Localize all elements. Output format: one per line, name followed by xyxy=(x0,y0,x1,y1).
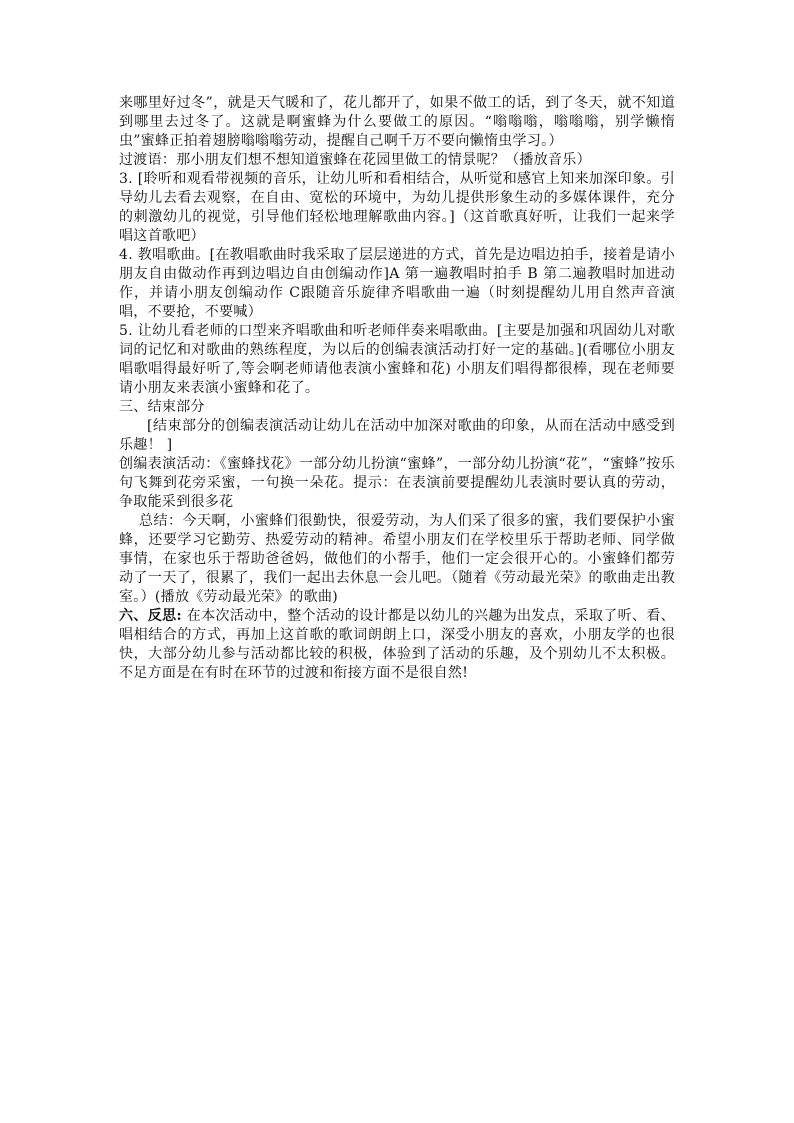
paragraph-step-4: 4. 教唱歌曲。[在教唱歌曲时我采取了层层递进的方式，首先是边唱边拍手，接着是请小朋友自由做动作再到边唱边自由创编动作]A 第一遍教唱时拍手 B 第二遍教唱时加进动作，并请小朋友创编动作 C跟随音乐旋律齐唱歌曲一遍（时刻提醒幼儿用自然声音演唱，不要抢，不要喊） xyxy=(119,247,675,320)
reflection-colon: : xyxy=(176,608,182,624)
paragraph-transition: 过渡语：那小朋友们想不想知道蜜蜂在花园里做工的情景呢？（播放音乐） xyxy=(119,152,591,168)
reflection-heading: 六、反思 xyxy=(119,608,177,624)
paragraph-performance: 创编表演活动：《蜜蜂找花》一部分幼儿扮演“蜜蜂”，一部分幼儿扮演“花”，“蜜蜂”按乐句飞舞到花旁采蜜，一句换一朵花。提示：在表演前要提醒幼儿表演时要认真的劳动，争取能采到很多花 xyxy=(119,456,675,510)
paragraph-reflection xyxy=(119,607,675,683)
paragraph-step-3: 3. [聆听和观看带视频的音乐，让幼儿听和看相结合，从听觉和感官上知来加深印象。引导幼儿去看去观察，在自由、宽松的环境中，为幼儿提供形象生动的多媒体课件，充分的刺激幼儿的视觉，引导他们轻松地理解歌曲内容。]（这首歌真好听，让我们一起来学唱这首歌吧） xyxy=(119,171,675,244)
reflection-text: 在本次活动中，整个活动的设计都是以幼儿的兴趣为出发点，采取了听、看、唱相结合的方式，再加上这首歌的歌词朗朗上口，深受小朋友的喜欢，小朋友学的也很快，大部分幼儿参与活动都比较的积极，体验到了活动的乐趣，及个别幼儿不太积极。不足方面是在有时在环节的过渡和衔接方面不是很自然! xyxy=(119,608,675,681)
document-page xyxy=(119,94,675,683)
paragraph-explanation: 来哪里好过冬”，就是天气暖和了，花儿都开了，如果不做工的话，到了冬天，就不知道到哪里去过冬了。这就是啊蜜蜂为什么要做工的原因。“嗡嗡嗡，嗡嗡嗡，别学懒惰虫”蜜蜂正拍着翅膀嗡嗡嗡劳动，提醒自己啊千万不要向懒惰虫学习。） xyxy=(119,95,675,149)
section-heading-ending: 三、结束部分 xyxy=(119,399,205,415)
paragraph-summary: 总结：今天啊，小蜜蜂们很勤快，很爱劳动，为人们采了很多的蜜，我们要保护小蜜蜂，还要学习它勤劳、热爱劳动的精神。希望小朋友们在学校里乐于帮助老师、同学做事情，在家也乐于帮助爸爸妈，做他们的小帮手，他们一定会很开心的。小蜜蜂们都劳动了一天了，很累了，我们一起出去休息一会儿吧。（随着《劳动最光荣》的歌曲走出教室。）(播放《劳动最光荣》的歌曲) xyxy=(119,513,675,605)
paragraph-ending-note: [结束部分的创编表演活动让幼儿在活动中加深对歌曲的印象，从而在活动中感受到乐趣！ ] xyxy=(119,418,675,453)
paragraph-step-5: 5. 让幼儿看老师的口型来齐唱歌曲和听老师伴奏来唱歌曲。[主要是加强和巩固幼儿对歌词的记忆和对歌曲的熟练程度，为以后的创编表演活动打好一定的基础。](看哪位小朋友唱歌唱得最好听了,等会啊老师请他表演小蜜蜂和花) 小朋友们唱得都很棒，现在老师要请小朋友来表演小蜜蜂和花了。 xyxy=(119,323,675,396)
